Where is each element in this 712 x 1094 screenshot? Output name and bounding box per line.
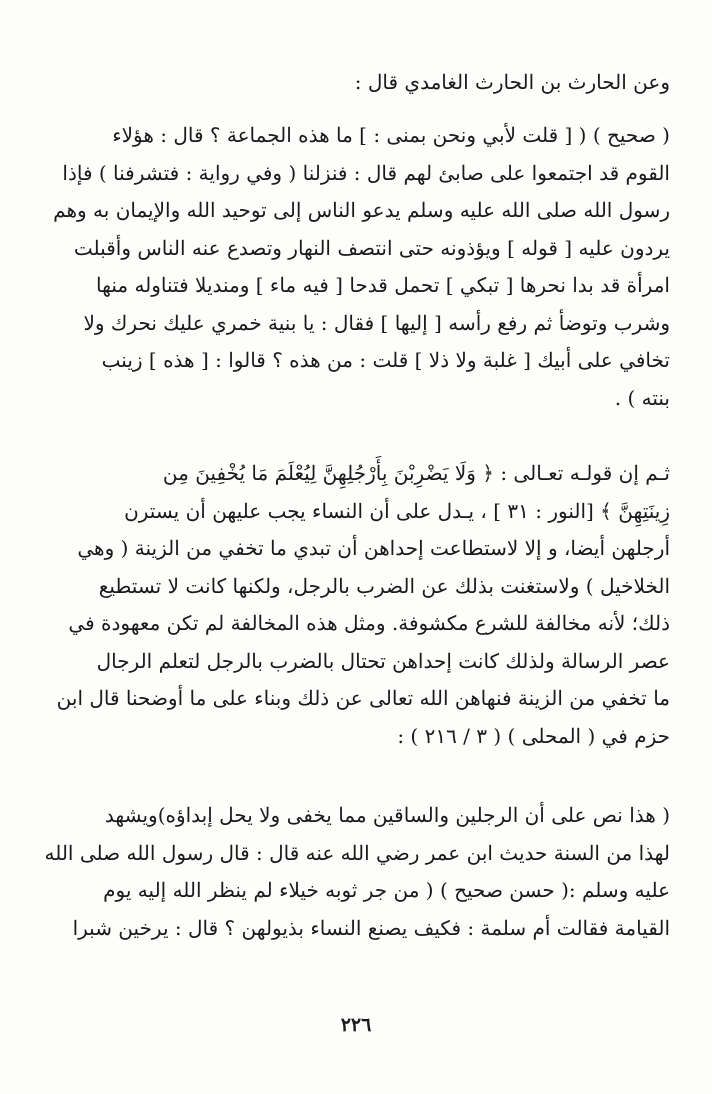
text-line: القوم قد اجتمعوا على صابئ لهم قال : فنزلنا ( وفي رواية : فتشرفنا ) فإذا — [62, 160, 670, 185]
citation-paragraph — [40, 797, 670, 947]
text-line: وشرب وتوضأ ثم رفع رأسه [ إليها ] فقال : يا بنية خمري عليك نحرك ولا — [83, 310, 670, 335]
text-line: ثـم إن قولـه تعـالى : ﴿ وَلَا يَضْرِبْنَ بِأَرْجُلِهِنَّ لِيُعْلَمَ مَا يُخْفِينَ مِن — [162, 461, 670, 485]
text-line: امرأة قد بدا نحرها [ تبكي ] تحمل قدحا [ فيه ماء ] ومنديلا فتناوله منها — [96, 273, 670, 297]
text-line: ذلك؛ لأنه مخالفة للشرع مكشوفة. ومثل هذه المخالفة لم تكن معهودة في — [68, 611, 670, 635]
text-line: يردون عليه [ قوله ] ويؤذونه حتى انتصف النهار وتصدع عنه الناس وأقبلت — [73, 235, 670, 260]
text-line: لهذا من السنة حديث ابن عمر رضي الله عنه قال : قال رسول الله صلى الله — [44, 840, 670, 865]
text-line: ( صحيح ) ( [ قلت لأبي ونحن بمنى : ] ما هذه الجماعة ؟ قال : هؤلاء — [112, 123, 670, 147]
text-line: عصر الرسالة ولذلك كانت إحداهن تحتال بالضرب بالرجل لتعلم الرجال — [96, 648, 670, 673]
hadith-quote-paragraph — [40, 117, 670, 417]
text-line: بنته ) . — [614, 385, 670, 410]
text-line: ( هذا نص على أن الرجلين والساقين مما يخفى ولا يحل إبداؤه)ويشهد — [104, 803, 670, 827]
text-line: وعن الحارث بن الحارث الغامدي قال : — [354, 70, 670, 94]
text-line: تخافي على أبيك [ غلبة ولا ذلا ] قلت : من هذه ؟ قالوا : [ هذه ] زينب — [101, 348, 670, 372]
text-line: رسول الله صلى الله عليه وسلم يدعو الناس إلى توحيد الله والإيمان به وهم — [53, 198, 670, 222]
text-line: الخلاخيل ) ولاستغنت بذلك عن الضرب بالرجل، ولكنها كانت لا تستطيع — [98, 573, 670, 598]
text-line: القيامة فقالت أم سلمة : فكيف يصنع النساء بذيولهن ؟ قال : يرخين شبرا — [72, 915, 670, 940]
text-line: عليه وسلم :( حسن صحيح ) ( من جر ثوبه خيلاء لم ينظر الله إليه يوم — [103, 878, 670, 902]
text-line: ما تخفي من الزينة فنهاهن الله تعالى عن ذلك وبناء على ما أوضحنا قال ابن — [56, 686, 670, 710]
text-line: زِينَتِهِنَّ ﴾ [النور : ٣١ ] ، يـدل على أن النساء يجب عليهن أن يسترن — [124, 498, 670, 523]
text-line: أرجلهن أيضا، و إلا لاستطاعت إحداهن أن تبدي ما تخفي من الزينة ( وهي — [77, 536, 670, 560]
intro-paragraph — [40, 64, 670, 102]
text-line: حزم في ( المحلى ) ( ٣ / ٢١٦ ) : — [397, 723, 670, 748]
page-number: ٢٢٦ — [340, 1014, 372, 1036]
commentary-paragraph — [40, 455, 670, 755]
